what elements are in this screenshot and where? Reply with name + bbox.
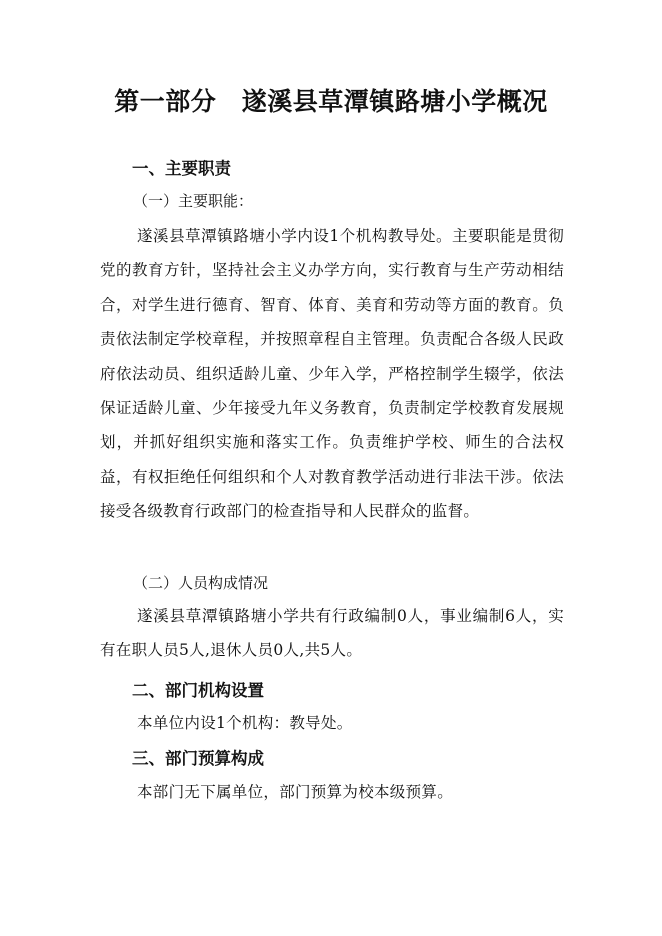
section-1-subheading-duties: （一）主要职能：	[133, 192, 254, 210]
section-1-duties-paragraph: 遂溪县草潭镇路塘小学内设1个机构教导处。主要职能是贯彻党的教育方针，坚持社会主义办学方向，实行教育与生产劳动相结合，对学生进行德育、智育、体育、美育和劳动等方面的教育。负责依法制定学校章程，并按照章程自主管理。负责配合各级人民政府依法动员、组织适龄儿童、少年入学，严格控制学生辍学，依法保证适龄儿童、少年接受九年义务教育，负责制定学校教育发展规划，并抓好组织实施和落实工作。负责维护学校、师生的合法权益，有权拒绝任何组织和个人对教育教学活动进行非法干涉。依法接受各级教育行政部门的检查指导和人民群众的监督。	[100, 227, 564, 521]
section-2-heading: 二、部门机构设置	[132, 681, 264, 700]
section-3-text: 本部门无下属单位，部门预算为校本级预算。	[137, 783, 454, 801]
section-1-staff-paragraph: 遂溪县草潭镇路塘小学共有行政编制0人，事业编制6人，实有在职人员5人,退休人员0人,共5人。	[100, 607, 564, 660]
section-1-heading: 一、主要职责	[132, 159, 231, 178]
section-1-subheading-staff: （二）人员构成情况	[133, 574, 269, 592]
page-title: 第一部分 遂溪县草潭镇路塘小学概况	[114, 87, 548, 116]
section-2-text: 本单位内设1个机构：教导处。	[137, 714, 353, 732]
section-3-heading: 三、部门预算构成	[132, 749, 264, 768]
